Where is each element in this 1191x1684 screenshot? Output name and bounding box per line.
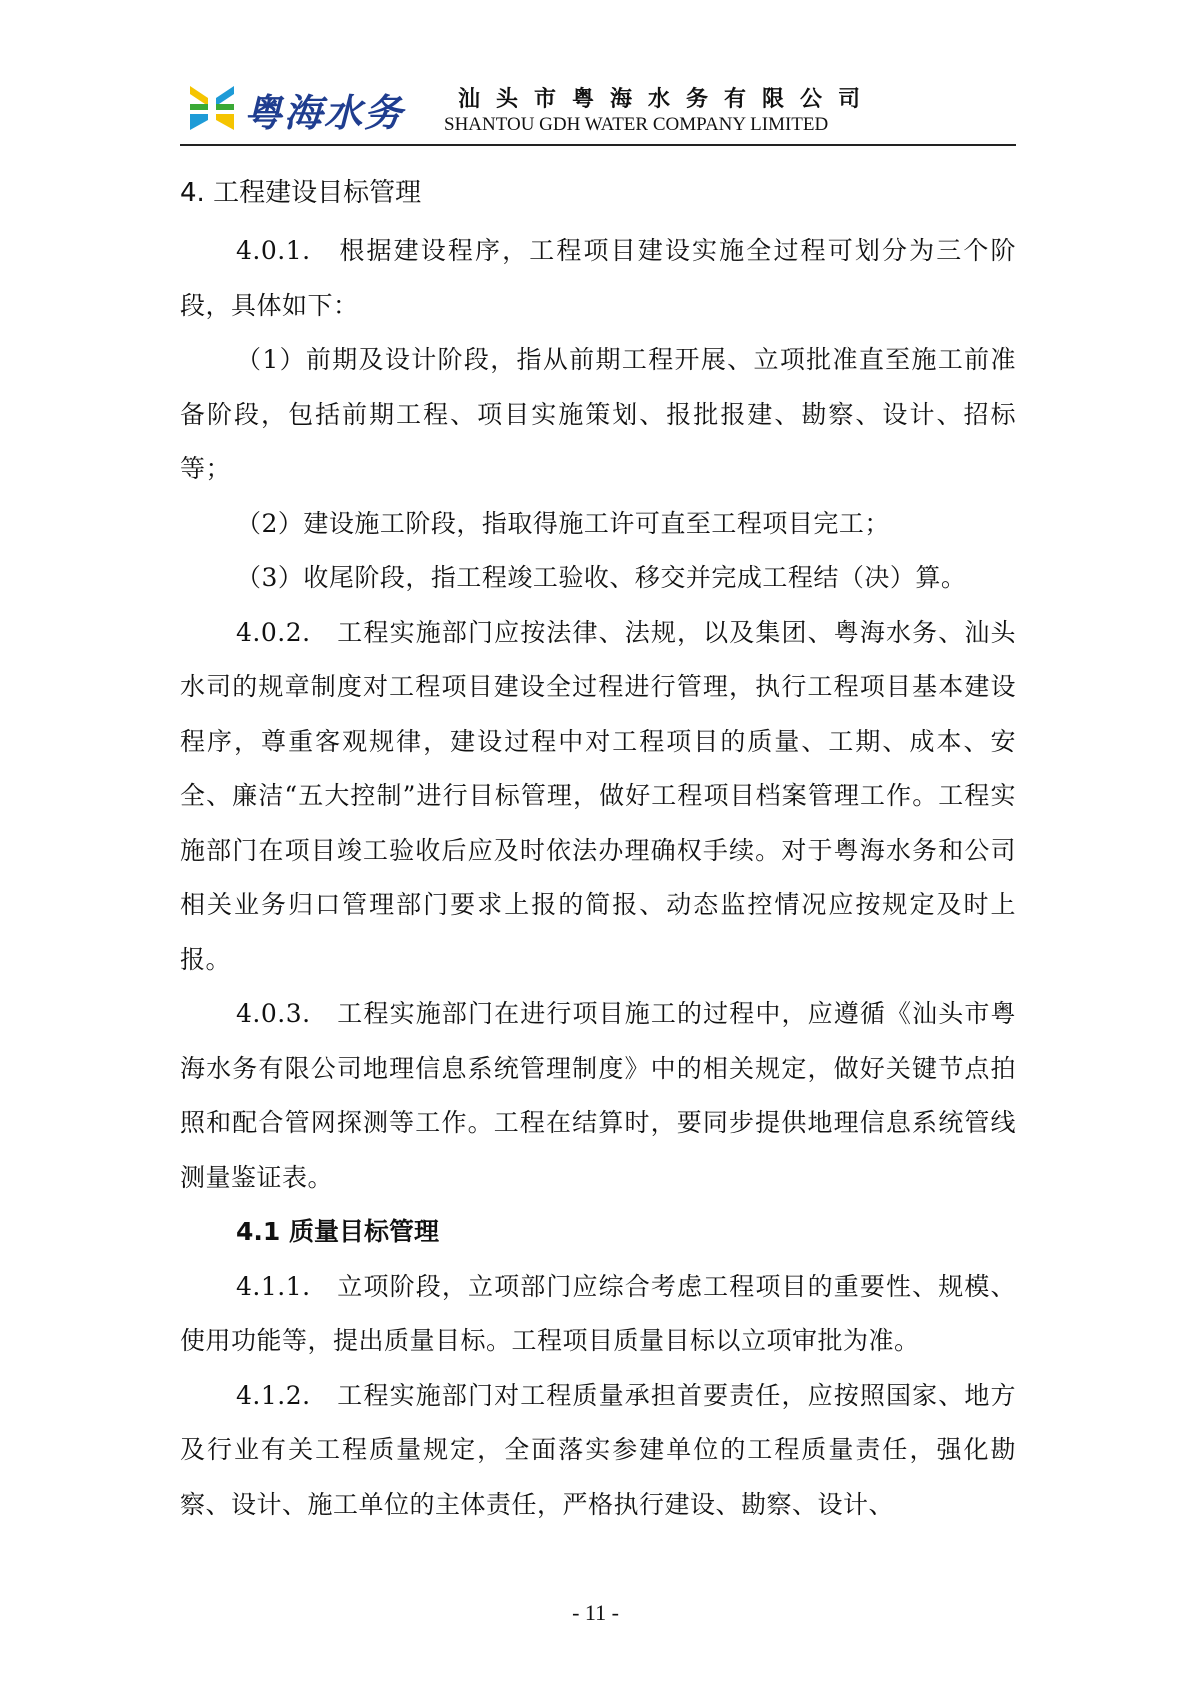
paragraph-item-3: （3）收尾阶段，指工程竣工验收、移交并完成工程结（决）算。 (236, 563, 967, 592)
logo-wordmark: 粤海水务 (244, 91, 405, 135)
section-title: 4. 工程建设目标管理 (180, 178, 422, 208)
company-name-english: SHANTOU GDH WATER COMPANY LIMITED (444, 114, 829, 135)
page-number: - 11 - (572, 1600, 619, 1625)
paragraph-4-0-1: 4.0.1. 根据建设程序，工程项目建设实施全过程可划分为三个阶段，具体如下： (180, 236, 1016, 320)
paragraph-4-0-3: 4.0.3. 工程实施部门在进行项目施工的过程中，应遵循《汕头市粤海水务有限公司地理信息系统管理制度》中的相关规定，做好关键节点拍照和配合管网探测等工作。工程在结算时，要同步提供地理信息系统管线测量鉴证表。 (180, 999, 1016, 1192)
document-body (180, 168, 1016, 1532)
paragraph-item-2: （2）建设施工阶段，指取得施工许可直至工程项目完工； (236, 508, 890, 538)
subsection-title: 4.1 质量目标管理 (236, 1217, 439, 1246)
company-logo-icon (186, 80, 238, 136)
company-name-chinese: 汕头市粤海水务有限公司 (458, 87, 877, 112)
paragraph-4-0-2: 4.0.2. 工程实施部门应按法律、法规，以及集团、粤海水务、汕头水司的规章制度对工程项目建设全过程进行管理，执行工程项目基本建设程序，尊重客观规律，建设过程中对工程项目的质量、工期、成本、安全、廉洁“五大控制”进行目标管理，做好工程项目档案管理工作。工程实施部门在项目竣工验收后应及时依法办理确权手续。对于粤海水务和公司相关业务归口管理部门要求上报的简报、动态监控情况应按规定及时上报。 (180, 617, 1016, 974)
paragraph-4-1-1: 4.1.1. 立项阶段，立项部门应综合考虑工程项目的重要性、规模、使用功能等，提出质量目标。工程项目质量目标以立项审批为准。 (180, 1271, 1016, 1355)
paragraph-4-1-2: 4.1.2. 工程实施部门对工程质量承担首要责任，应按照国家、地方及行业有关工程质量规定，全面落实参建单位的工程质量责任，强化勘察、设计、施工单位的主体责任，严格执行建设、勘察、设计、 (180, 1380, 1016, 1519)
paragraph-item-1: （1）前期及设计阶段，指从前期工程开展、立项批准直至施工前准备阶段，包括前期工程、项目实施策划、报批报建、勘察、设计、招标等； (180, 345, 1016, 483)
page-header (180, 74, 1016, 146)
